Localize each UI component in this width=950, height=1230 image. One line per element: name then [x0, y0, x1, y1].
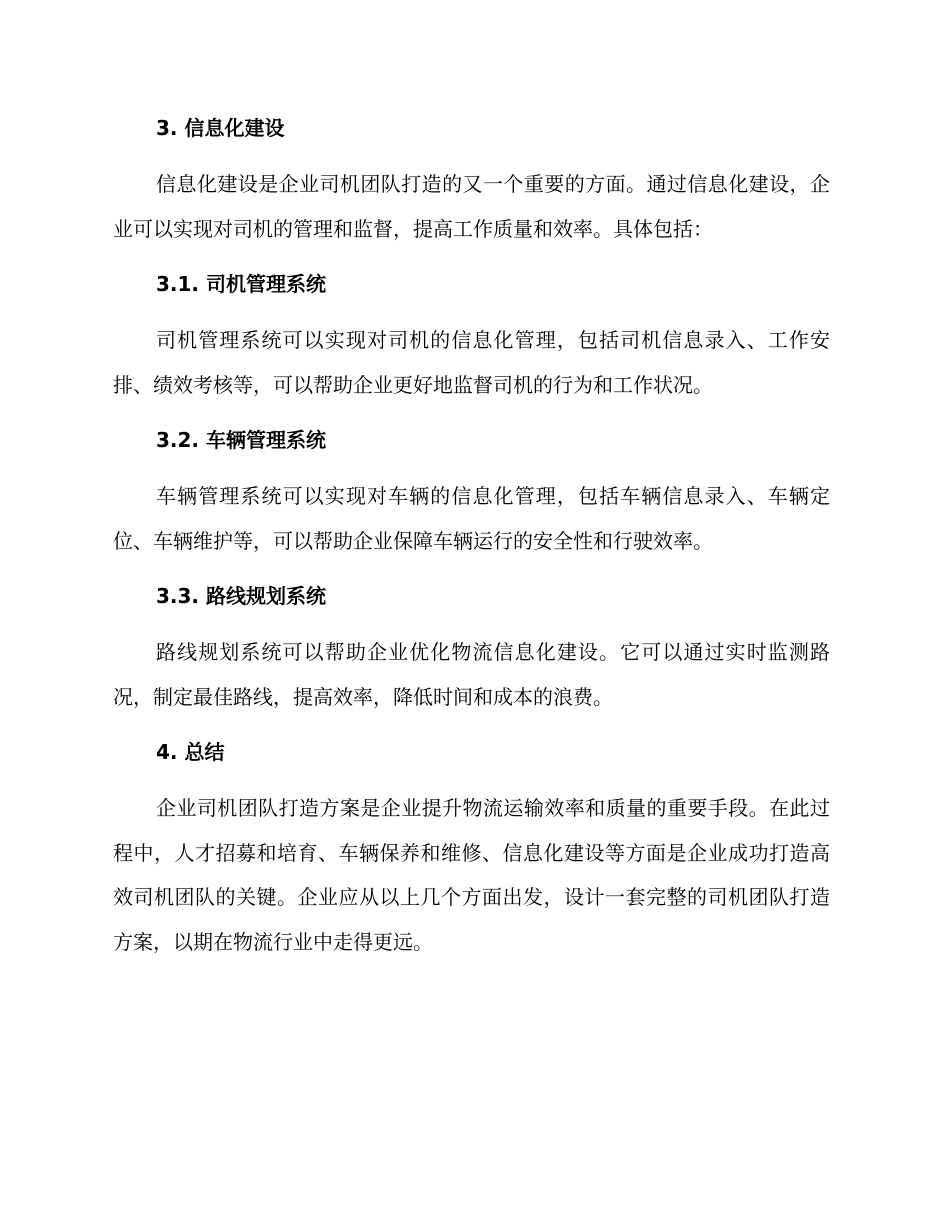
- section-body-3-3: 路线规划系统可以帮助企业优化物流信息化建设。它可以通过实时监测路况，制定最佳路线，提高效率，降低时间和成本的浪费。: [113, 640, 830, 709]
- section-heading-3-2: 3.2. 车辆管理系统: [156, 428, 326, 452]
- section-heading-3-1: 3.1. 司机管理系统: [156, 272, 326, 296]
- section-heading-4: 4. 总结: [156, 740, 225, 764]
- section-body-4: 企业司机团队打造方案是企业提升物流运输效率和质量的重要手段。在此过程中，人才招募和培育、车辆保养和维修、信息化建设等方面是企业成功打造高效司机团队的关键。企业应从以上几个方面出发，设计一套完整的司机团队打造方案，以期在物流行业中走得更远。: [113, 796, 830, 954]
- section-body-3: 信息化建设是企业司机团队打造的又一个重要的方面。通过信息化建设，企业可以实现对司机的管理和监督，提高工作质量和效率。具体包括：: [113, 172, 830, 241]
- section-heading-3-3: 3.3. 路线规划系统: [156, 584, 326, 608]
- section-body-3-1: 司机管理系统可以实现对司机的信息化管理，包括司机信息录入、工作安排、绩效考核等，可以帮助企业更好地监督司机的行为和工作状况。: [113, 328, 830, 397]
- section-heading-3: 3. 信息化建设: [156, 116, 285, 140]
- document-content: [113, 112, 830, 964]
- section-body-3-2: 车辆管理系统可以实现对车辆的信息化管理，包括车辆信息录入、车辆定位、车辆维护等，可以帮助企业保障车辆运行的安全性和行驶效率。: [113, 484, 830, 553]
